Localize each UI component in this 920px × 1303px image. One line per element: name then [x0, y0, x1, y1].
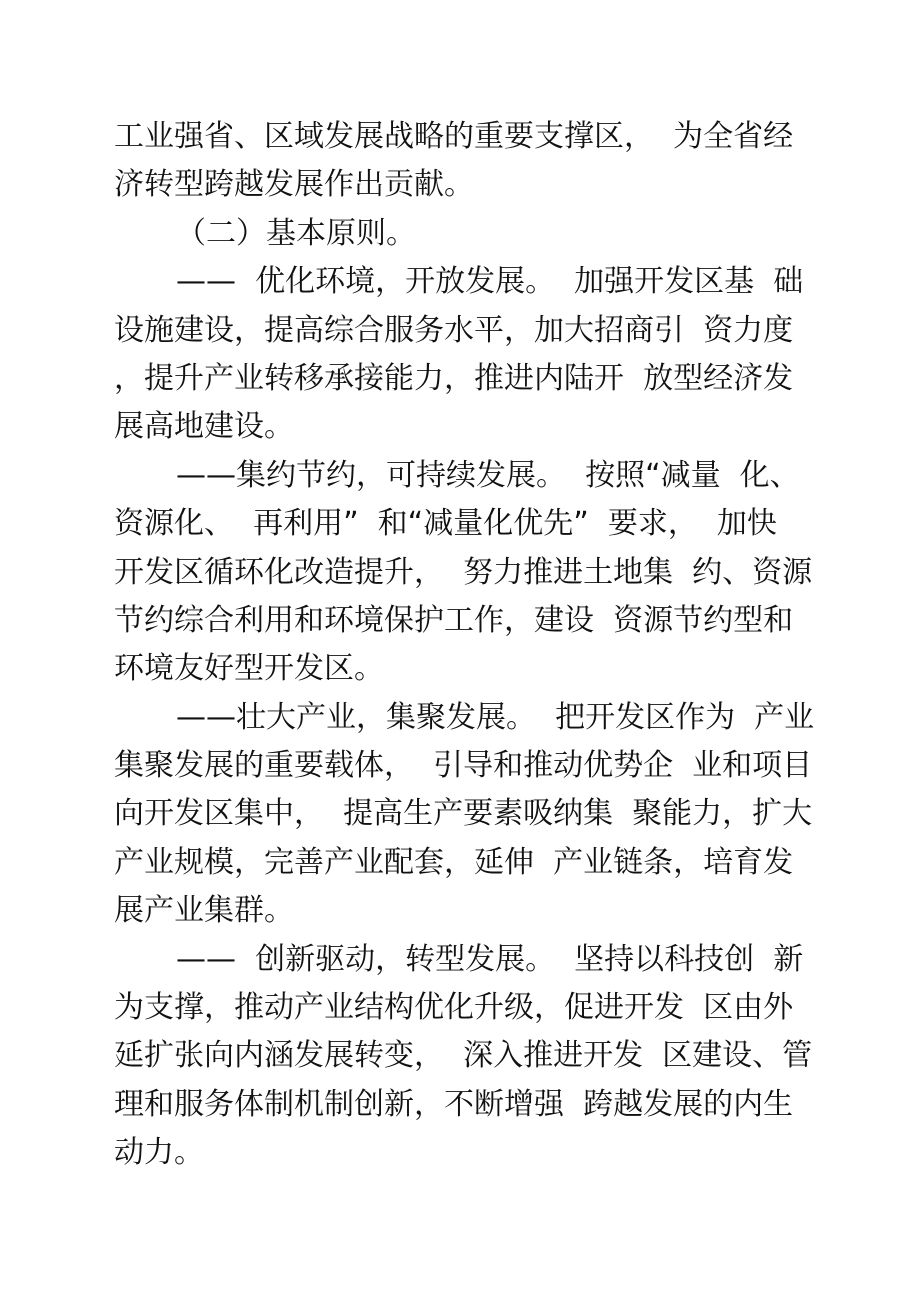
paragraph-first-line: —— 优化环境，开放发展。 加强开发区基 础: [176, 264, 804, 300]
paragraph-line: 节约综合利用和环境保护工作，建设 资源节约型和: [114, 602, 794, 638]
paragraph-line: 开发区循环化改造提升， 努力推进土地集 约、资源: [114, 554, 813, 590]
document-body: [114, 113, 814, 1178]
paragraph-line: 设施建设，提高综合服务水平，加大招商引 资力度: [114, 312, 794, 348]
paragraph-first-line: （二）基本原则。: [176, 215, 416, 251]
paragraph-first-line: ——壮大产业，集聚发展。 把开发区作为 产业: [176, 699, 815, 735]
paragraph-line: 展高地建设。: [114, 409, 294, 445]
paragraph-line: 展产业集群。: [114, 893, 294, 929]
paragraph-line: 济转型跨越发展作出贡献。: [114, 167, 474, 203]
paragraph-line: 资源化、 再利用” 和“减量化优先” 要求， 加快: [114, 506, 777, 542]
paragraph-line: 向开发区集中， 提高生产要素吸纳集 聚能力，扩大: [114, 796, 813, 832]
paragraph-first-line: —— 创新驱动，转型发展。 坚持以科技创 新: [176, 941, 804, 977]
paragraph-line: 为支撑，推动产业结构优化升级，促进开发 区由外: [114, 990, 794, 1026]
paragraph-line: 环境友好型开发区。: [114, 651, 384, 687]
paragraph-line: 工业强省、区域发展战略的重要支撑区， 为全省经: [114, 119, 794, 154]
paragraph-line: 理和服务体制机制创新，不断增强 跨越发展的内生: [114, 1086, 794, 1122]
paragraph-line: 产业规模，完善产业配套，延伸 产业链条，培育发: [114, 844, 794, 880]
paragraph-line: ，提升产业转移承接能力，推进内陆开 放型经济发: [114, 360, 794, 396]
paragraph-line: 动力。: [114, 1135, 204, 1171]
paragraph-line: 延扩张向内涵发展转变， 深入推进开发 区建设、管: [114, 1038, 813, 1074]
paragraph-line: 集聚发展的重要载体， 引导和推动优势企 业和项目: [114, 748, 813, 784]
paragraph-first-line: ——集约节约，可持续发展。 按照“减量 化、: [176, 457, 800, 493]
